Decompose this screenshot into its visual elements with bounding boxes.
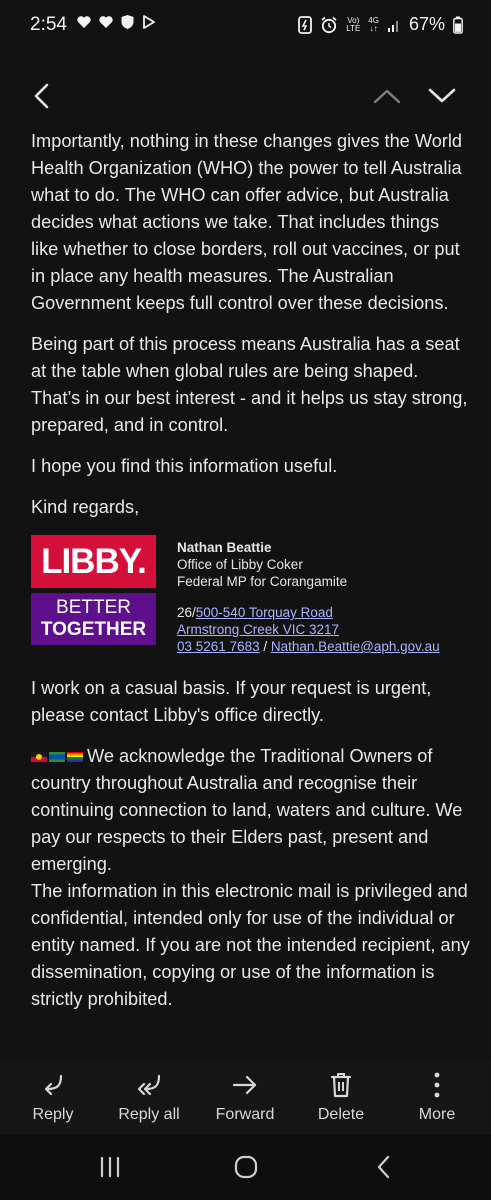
- back-icon: [374, 1154, 394, 1180]
- status-bar: [0, 0, 491, 52]
- battery-percent: 67%: [408, 14, 445, 34]
- reply-all-icon: [134, 1072, 164, 1098]
- email-signature: [31, 535, 471, 661]
- body-paragraph: Being part of this process means Australia has a seat at the table when global rules are being shaped. That’s in our best interest - and it helps us stay strong, prepared, and in control.: [31, 334, 468, 435]
- signal-icon: [387, 17, 401, 33]
- flag-icons: [31, 752, 83, 762]
- next-email-button[interactable]: [422, 76, 462, 116]
- notification-icons: [76, 14, 157, 30]
- phone-link[interactable]: 03 5261 7683: [177, 639, 260, 654]
- signature-name: Nathan Beattie: [177, 540, 272, 555]
- email-body: [31, 128, 471, 1027]
- data-saver-icon: [298, 16, 312, 34]
- alarm-icon: [320, 16, 338, 34]
- heart-icon: [76, 14, 92, 30]
- network-indicator: 4G ↓↑: [368, 15, 379, 33]
- aboriginal-flag-icon: [31, 752, 47, 762]
- suburb-link[interactable]: Armstrong Creek VIC 3217: [177, 622, 340, 637]
- signature-details: Nathan Beattie Office of Libby Coker Federal MP for Corangamite 26/500-540 Torquay Road Armstrong Creek VIC 3217 03 5261 7683 / Nathan.Beattie@aph.gov.au: [177, 540, 440, 654]
- chevron-up-icon: [367, 76, 407, 116]
- disclaimer: The information in this electronic mail is privileged and confidential, intended only for use of the individual or entity named. If you are not the intended recipient, any dissemination, copying or use of the information is strictly prohibited.: [31, 881, 470, 1009]
- back-arrow-icon: [22, 76, 62, 116]
- libby-logo: LIBBY.: [31, 535, 156, 588]
- forward-arrow-icon: [231, 1072, 259, 1098]
- better-together-logo: BETTER TOGETHER: [31, 593, 156, 645]
- system-navigation-bar: [0, 1134, 491, 1200]
- home-button[interactable]: [233, 1154, 259, 1180]
- torres-strait-flag-icon: [49, 752, 65, 762]
- heart-icon: [98, 14, 114, 30]
- reply-icon: [40, 1072, 66, 1098]
- reply-button[interactable]: Reply: [13, 1070, 93, 1124]
- email-action-bar: [0, 1060, 491, 1134]
- previous-email-button[interactable]: [367, 76, 407, 116]
- email-link[interactable]: Nathan.Beattie@aph.gov.au: [270, 639, 440, 654]
- back-button[interactable]: [22, 76, 62, 116]
- delete-button[interactable]: Delete: [301, 1070, 381, 1124]
- reply-all-button[interactable]: Reply all: [109, 1070, 189, 1124]
- recent-apps-icon: [98, 1154, 122, 1180]
- recent-apps-button[interactable]: [98, 1154, 122, 1180]
- more-vertical-icon: [432, 1071, 442, 1099]
- system-back-button[interactable]: [374, 1154, 394, 1180]
- progress-pride-flag-icon: [67, 752, 83, 762]
- chevron-down-icon: [422, 76, 462, 116]
- acknowledgement: We acknowledge the Traditional Owners of country throughout Australia and recognise their continuing connection to land, waters and culture. We pay our respects to their Elders past, present and emerging.: [31, 746, 463, 874]
- home-icon: [233, 1154, 259, 1180]
- street-link[interactable]: 500-540 Torquay Road: [195, 605, 333, 620]
- more-button[interactable]: More: [397, 1070, 477, 1124]
- body-paragraph: I hope you find this information useful.: [31, 456, 338, 476]
- body-paragraph: Importantly, nothing in these changes gives the World Health Organization (WHO) the power to tell Australia what to do. The WHO can offer advice, but Australia decides what actions we take. That includes things like whether to close borders, roll out vaccines, or put in place any health measures. The Australian Government keeps full control over these decisions.: [31, 131, 463, 313]
- status-time: 2:54: [30, 14, 67, 35]
- volte-indicator: Vo) LTE: [346, 15, 361, 33]
- signature-address: 26/500-540 Torquay Road: [177, 605, 333, 620]
- body-paragraph: Kind regards,: [31, 497, 140, 517]
- status-right: [298, 14, 463, 35]
- email-toolbar: [0, 62, 491, 132]
- signature-office: Office of Libby Coker: [177, 557, 303, 572]
- casual-note: I work on a casual basis. If your request is urgent, please contact Libby's office directly.: [31, 678, 432, 725]
- forward-button[interactable]: Forward: [205, 1070, 285, 1124]
- trash-icon: [329, 1071, 353, 1099]
- play-store-icon: [141, 14, 157, 30]
- battery-icon: [453, 16, 463, 34]
- shield-icon: [120, 14, 135, 30]
- signature-role: Federal MP for Corangamite: [177, 574, 348, 589]
